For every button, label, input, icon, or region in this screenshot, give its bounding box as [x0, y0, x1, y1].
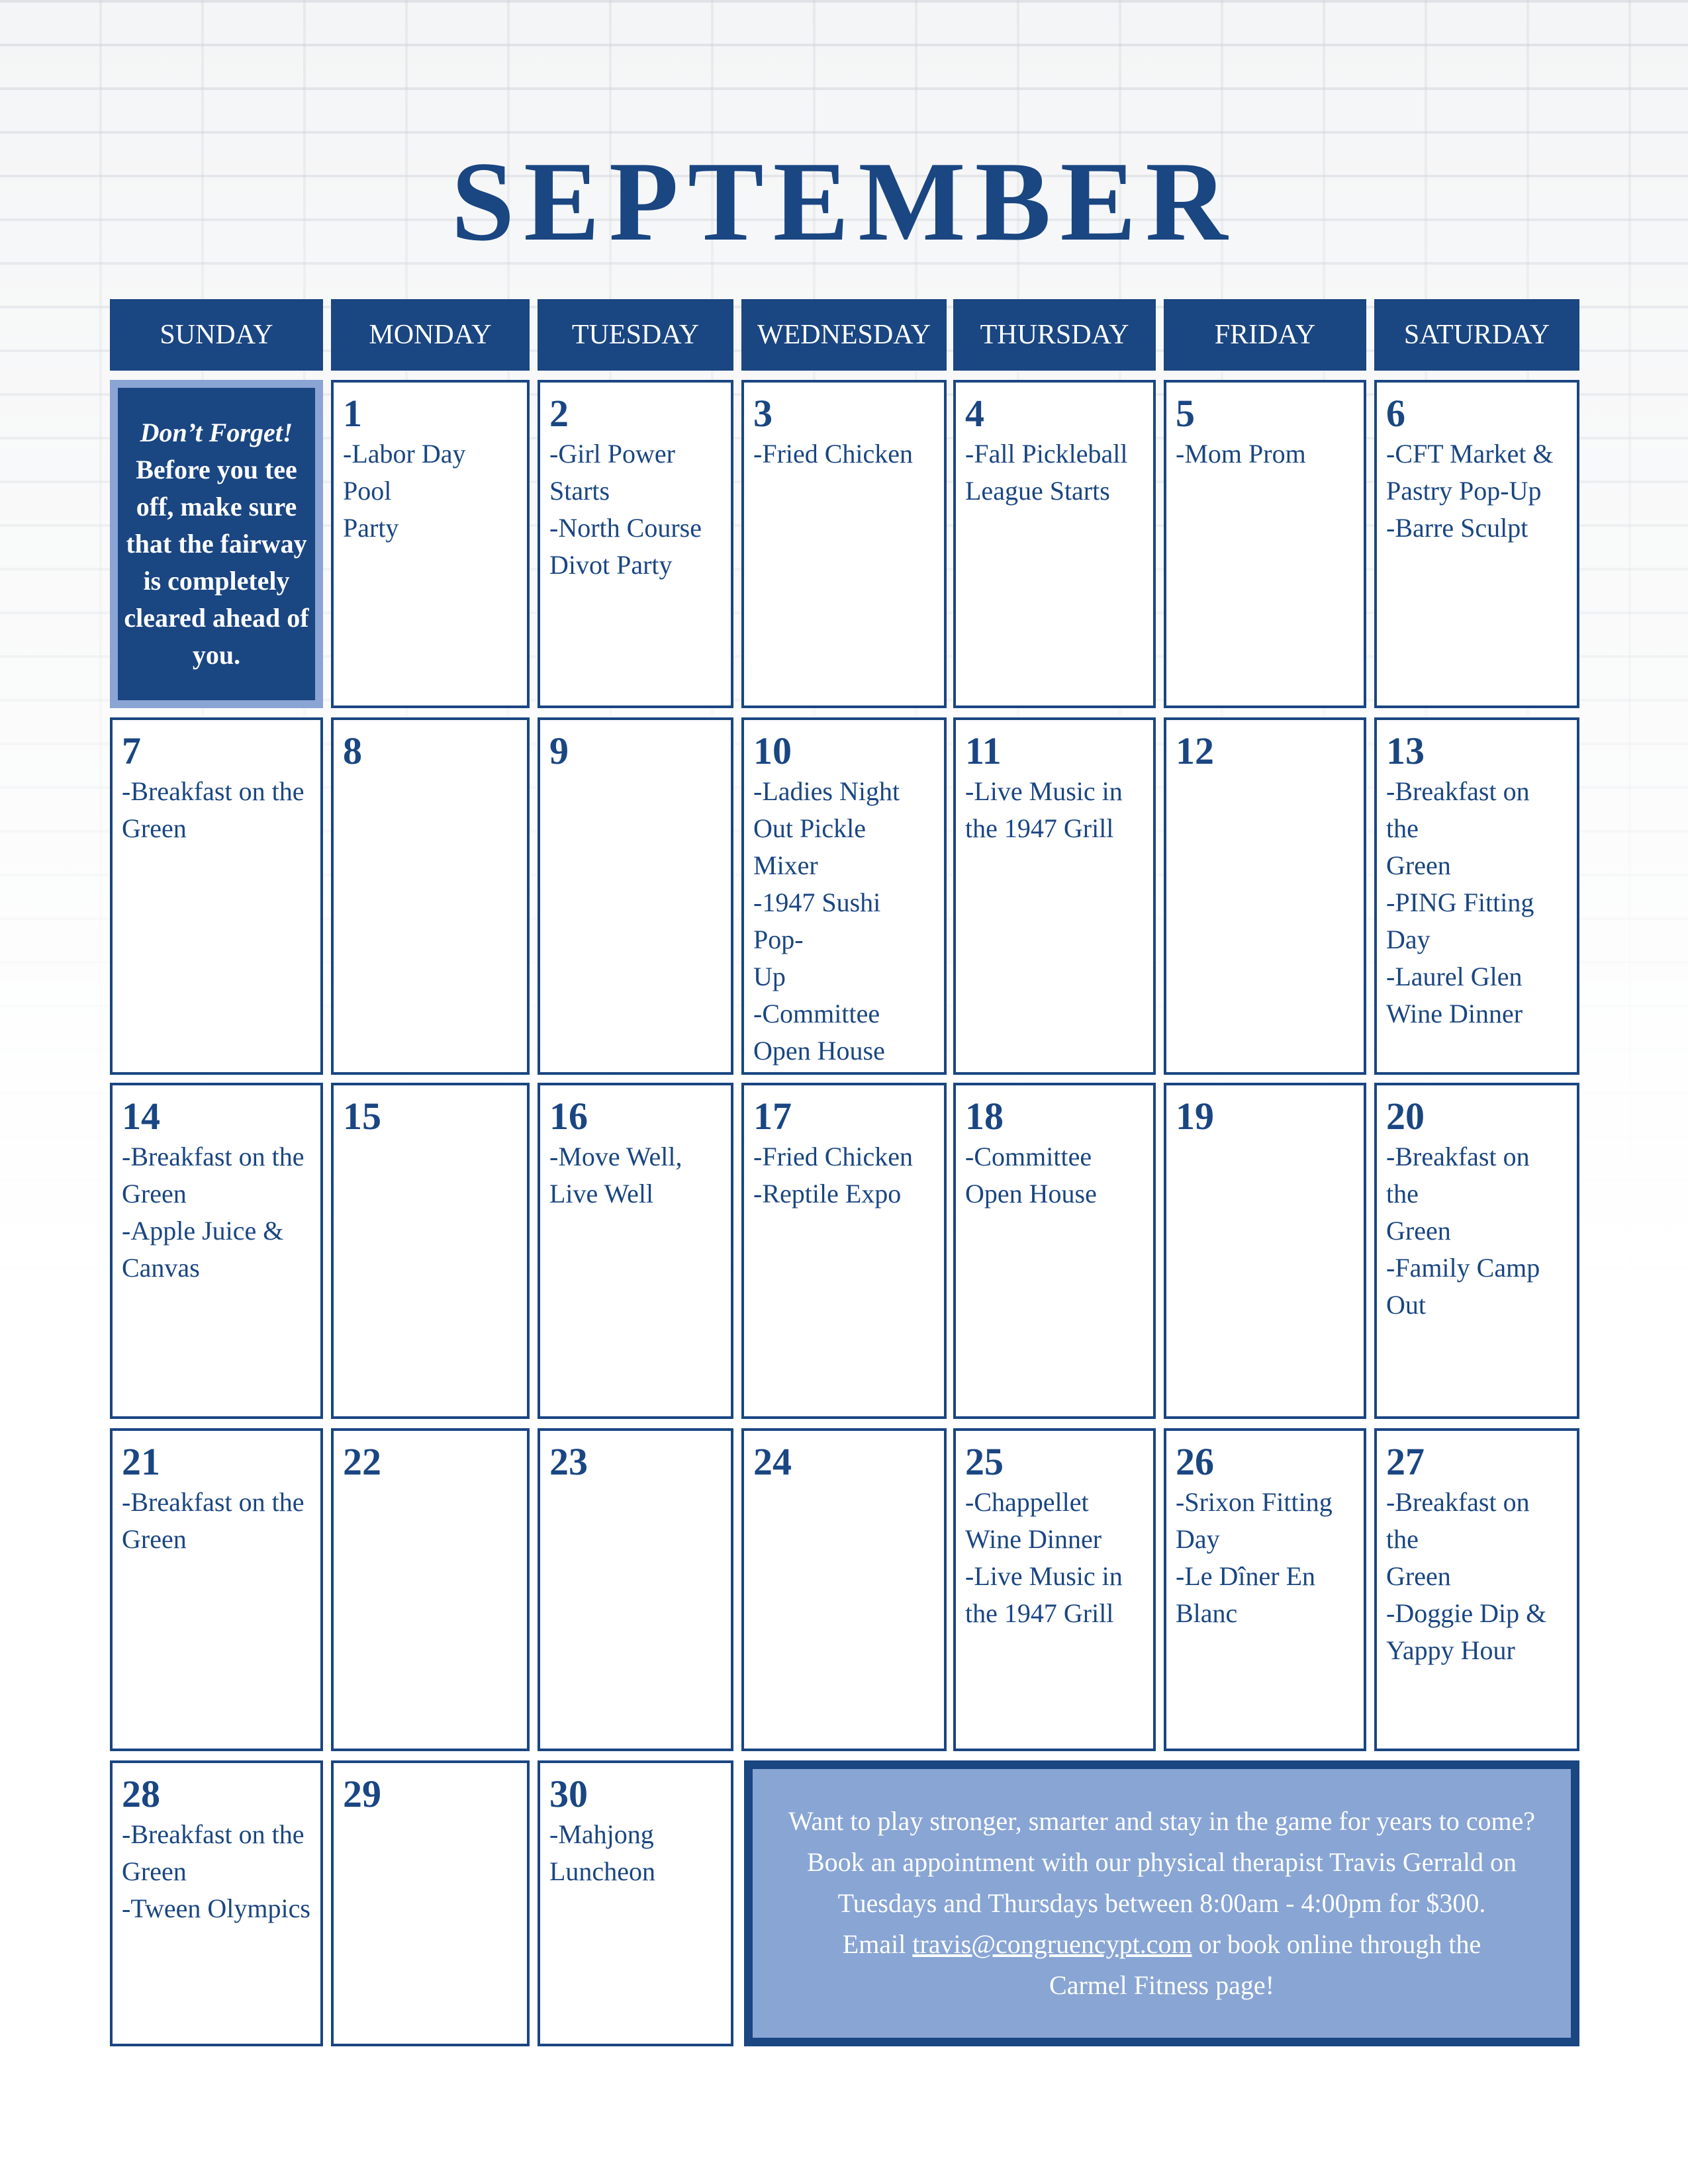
day-number: 13 [1386, 729, 1425, 772]
day-cell[interactable] [331, 717, 530, 1075]
reminder-note [110, 380, 323, 708]
event-line: Luncheon [549, 1856, 655, 1886]
day-number: 15 [343, 1095, 381, 1138]
event-line: -Fall Pickleball [965, 439, 1128, 469]
event-line: Out [1386, 1290, 1426, 1320]
reminder-line: cleared ahead of [124, 603, 309, 633]
event-line: -Breakfast on the [122, 776, 305, 806]
event-line: Green [1386, 1216, 1451, 1246]
day-number: 16 [549, 1095, 588, 1138]
event-list [965, 773, 1144, 847]
event-line: -Breakfast on the [122, 1142, 305, 1171]
day-number: 1 [343, 392, 362, 435]
event-line: Green [122, 1856, 187, 1886]
day-cell[interactable] [538, 1428, 733, 1751]
event-line: -Ladies Night [753, 776, 900, 806]
event-line: Day [1176, 1524, 1220, 1554]
day-number: 10 [753, 729, 792, 772]
event-line: Green [1386, 850, 1451, 880]
event-line: -Laurel Glen [1386, 962, 1523, 991]
day-number: 8 [343, 729, 362, 772]
event-line: -Breakfast on the [1386, 1142, 1530, 1208]
day-cell[interactable] [110, 717, 323, 1075]
day-number: 12 [1176, 729, 1214, 772]
weekday-header-friday: FRIDAY [1164, 299, 1366, 371]
day-number: 23 [549, 1440, 588, 1483]
event-line: -CFT Market & [1386, 439, 1554, 469]
day-number: 4 [965, 392, 984, 435]
day-cell[interactable] [953, 1083, 1156, 1419]
event-line: Starts [549, 476, 610, 506]
event-list [122, 1816, 311, 1927]
event-line: -Live Music in [965, 1561, 1123, 1591]
day-number: 21 [122, 1440, 160, 1483]
event-line: -Labor Day Pool [343, 439, 466, 506]
day-number: 18 [965, 1095, 1004, 1138]
event-line: -Doggie Dip & [1386, 1598, 1547, 1628]
day-number: 3 [753, 392, 773, 435]
event-line: Party [343, 513, 399, 543]
day-cell[interactable] [1374, 380, 1579, 708]
event-line: -Fried Chicken [753, 1142, 914, 1171]
day-number: 30 [549, 1772, 588, 1815]
day-cell[interactable] [331, 380, 530, 708]
reminder-heading: Don’t Forget! [140, 418, 293, 447]
reminder-line: that the fairway [126, 529, 307, 559]
day-cell[interactable] [953, 1428, 1156, 1751]
day-cell[interactable] [331, 1428, 530, 1751]
weekday-header-wednesday: WEDNESDAY [741, 299, 947, 371]
physical-therapy-promo [744, 1760, 1579, 2046]
event-line: Wine Dinner [965, 1524, 1102, 1554]
event-line: Yappy Hour [1386, 1635, 1515, 1665]
day-cell[interactable] [953, 717, 1156, 1075]
event-line: -Breakfast on the [1386, 1487, 1530, 1554]
day-cell[interactable] [1374, 717, 1579, 1075]
event-line: Divot Party [549, 550, 673, 580]
event-line: Green [122, 1179, 187, 1208]
event-line: Day [1386, 925, 1430, 954]
event-line: -Live Music in [965, 776, 1123, 806]
event-list [1386, 435, 1568, 547]
event-list [753, 435, 935, 473]
event-line: -Le Dîner En [1176, 1561, 1316, 1591]
day-number: 6 [1386, 392, 1405, 435]
day-number: 17 [753, 1095, 792, 1138]
day-cell[interactable] [741, 717, 947, 1075]
day-cell[interactable] [110, 1428, 323, 1751]
event-line: -Reptile Expo [753, 1179, 902, 1208]
event-list [753, 1138, 935, 1212]
day-number: 20 [1386, 1095, 1425, 1138]
day-number: 24 [753, 1440, 792, 1483]
event-line: -Breakfast on the [122, 1487, 305, 1517]
event-list [1386, 773, 1568, 1032]
event-line: Pastry Pop-Up [1386, 476, 1542, 506]
event-list [549, 1816, 722, 1890]
day-cell[interactable] [331, 1083, 530, 1419]
day-cell[interactable] [1164, 717, 1366, 1075]
event-list [343, 435, 518, 547]
day-cell[interactable] [741, 1428, 947, 1751]
event-list [122, 773, 311, 847]
event-list [549, 435, 722, 584]
day-number: 28 [122, 1772, 160, 1815]
event-line: Live Well [549, 1179, 654, 1208]
weekday-header-monday: MONDAY [331, 299, 530, 371]
day-number: 19 [1176, 1095, 1214, 1138]
event-list [1176, 1484, 1354, 1632]
reminder-line: you. [192, 640, 241, 670]
page-title: SEPTEMBER [451, 139, 1237, 265]
event-list [1176, 435, 1354, 473]
event-line: -Committee [965, 1142, 1092, 1171]
event-line: Open House [965, 1179, 1097, 1208]
event-line: Green [122, 1524, 187, 1554]
day-cell[interactable] [110, 1760, 323, 2046]
event-line: Blanc [1176, 1598, 1238, 1628]
day-cell[interactable] [741, 380, 947, 708]
event-line: Out Pickle Mixer [753, 813, 866, 880]
reminder-line: is completely [143, 566, 290, 596]
day-cell[interactable] [741, 1083, 947, 1419]
event-line: -PING Fitting [1386, 887, 1534, 917]
weekday-header-sunday: SUNDAY [110, 299, 323, 371]
event-line: -Breakfast on the [122, 1819, 305, 1849]
event-line: Wine Dinner [1386, 999, 1523, 1028]
event-list [965, 1484, 1144, 1632]
day-number: 7 [122, 729, 141, 772]
event-line: -Chappellet [965, 1487, 1089, 1517]
event-list [122, 1138, 311, 1287]
event-list [965, 435, 1144, 510]
weekday-header-thursday: THURSDAY [953, 299, 1156, 371]
day-number: 26 [1176, 1440, 1214, 1483]
event-line: the 1947 Grill [965, 1598, 1114, 1628]
event-line: -Move Well, [549, 1142, 682, 1171]
promo-line: Book an appointment with our physical therapist Travis Gerrald on [806, 1847, 1517, 1877]
event-line: Up [753, 962, 786, 991]
day-number: 22 [343, 1440, 381, 1483]
reminder-note-inner [118, 388, 315, 700]
event-list [549, 1138, 722, 1212]
day-cell[interactable] [1164, 1083, 1366, 1419]
day-number: 2 [549, 392, 569, 435]
weekday-header-tuesday: TUESDAY [538, 299, 733, 371]
day-number: 29 [343, 1772, 381, 1815]
weekday-header-saturday: SATURDAY [1374, 299, 1579, 371]
event-line: Green [122, 813, 187, 843]
event-line: -Girl Power [549, 439, 675, 469]
event-list [753, 773, 935, 1069]
event-line: the 1947 Grill [965, 813, 1114, 843]
day-cell[interactable] [538, 380, 733, 708]
event-list [1386, 1138, 1568, 1324]
day-cell[interactable] [331, 1760, 530, 2046]
promo-line [779, 1924, 1544, 1965]
day-number: 27 [1386, 1440, 1425, 1483]
event-line: -Fried Chicken [753, 439, 914, 469]
event-line: -Srixon Fitting [1176, 1487, 1333, 1517]
event-line: -Apple Juice & [122, 1216, 284, 1246]
event-line: -Committee [753, 999, 880, 1028]
event-line: League Starts [965, 476, 1110, 506]
event-line: -North Course [549, 513, 702, 543]
day-number: 11 [965, 729, 1002, 772]
event-line: -Barre Sculpt [1386, 513, 1528, 543]
event-line: -Mom Prom [1176, 439, 1306, 469]
promo-email-suffix: or book online through the [1192, 1929, 1481, 1959]
event-list [122, 1484, 311, 1558]
promo-line: Carmel Fitness page! [1049, 1970, 1274, 2000]
event-line: Green [1386, 1561, 1451, 1591]
day-cell[interactable] [1164, 1428, 1366, 1751]
reminder-line: off, make sure [136, 492, 297, 522]
day-cell[interactable] [1164, 380, 1366, 708]
event-line: Canvas [122, 1253, 200, 1283]
event-list [1386, 1484, 1568, 1669]
event-line: -Tween Olympics [122, 1893, 310, 1923]
day-number: 14 [122, 1095, 160, 1138]
day-cell[interactable] [1374, 1083, 1579, 1419]
day-cell[interactable] [538, 1760, 733, 2046]
day-cell[interactable] [110, 1083, 323, 1419]
day-cell[interactable] [1374, 1428, 1579, 1751]
event-line: -Family Camp [1386, 1253, 1540, 1283]
day-cell[interactable] [538, 717, 733, 1075]
event-line: -1947 Sushi Pop- [753, 887, 881, 954]
promo-line: Tuesdays and Thursdays between 8:00am - 4:00pm for $300. [837, 1888, 1486, 1918]
reminder-line: Before you tee [136, 455, 297, 484]
day-cell[interactable] [953, 380, 1156, 708]
promo-email-link[interactable]: travis@congruencypt.com [912, 1929, 1192, 1959]
event-line: -Mahjong [549, 1819, 654, 1849]
event-list [965, 1138, 1144, 1212]
promo-line: Want to play stronger, smarter and stay in the game for years to come? [788, 1806, 1536, 1836]
promo-email-prefix: Email [842, 1929, 913, 1959]
day-number: 5 [1176, 392, 1195, 435]
event-line: Open House [753, 1036, 885, 1066]
day-cell[interactable] [538, 1083, 733, 1419]
day-number: 25 [965, 1440, 1004, 1483]
event-line: -Breakfast on the [1386, 776, 1530, 843]
day-number: 9 [549, 729, 569, 772]
